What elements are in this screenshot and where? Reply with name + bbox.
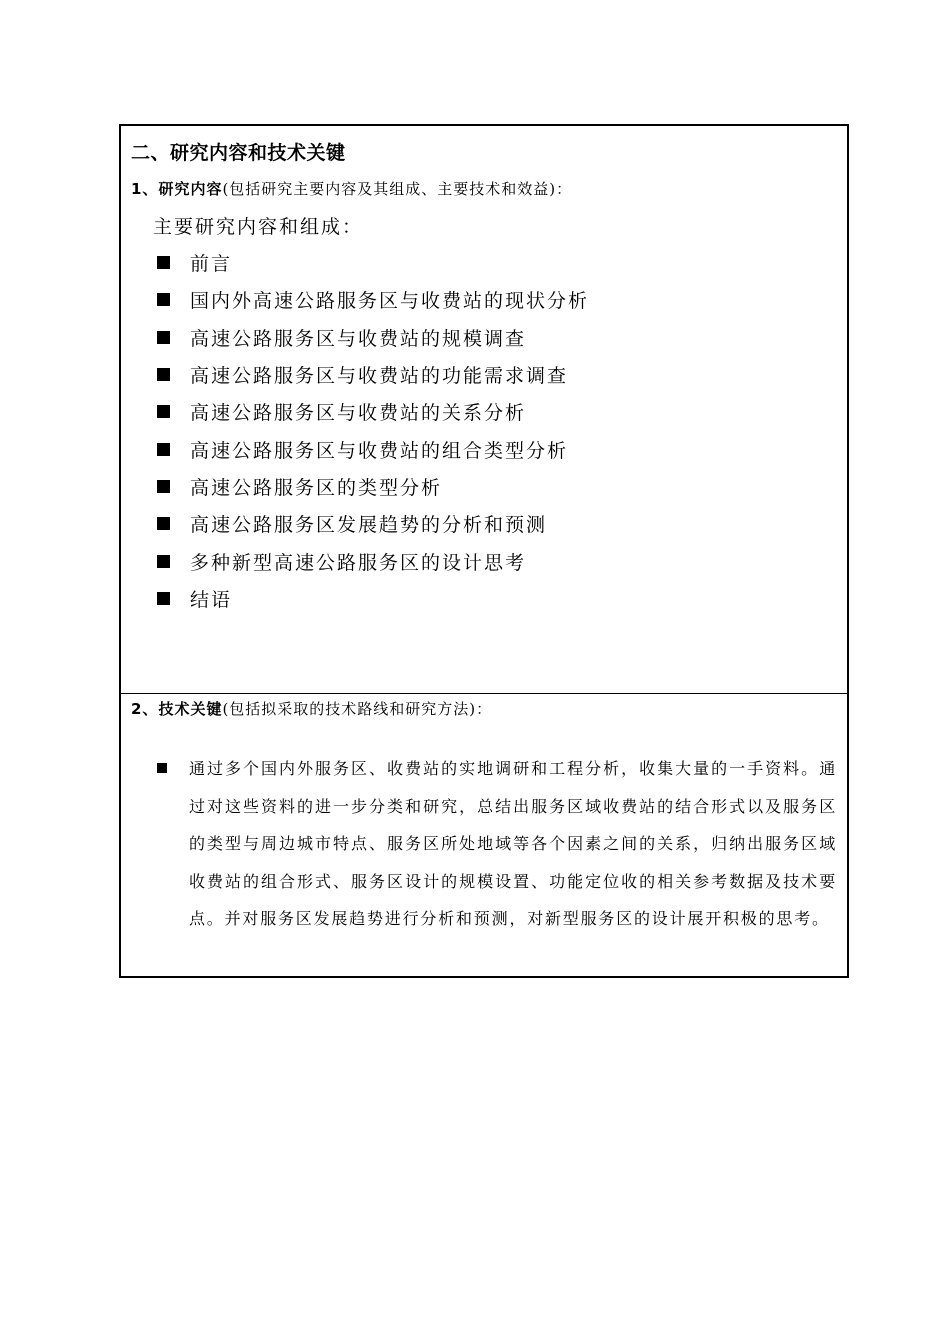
list-item: 前言	[157, 244, 589, 281]
heading-note: (包括拟采取的技术路线和研究方法)：	[222, 700, 493, 718]
list-item: 高速公路服务区与收费站的组合类型分析	[157, 430, 589, 467]
list-item: 结语	[157, 580, 589, 617]
technical-key-section	[121, 694, 847, 976]
method-paragraph: 通过多个国内外服务区、收费站的实地调研和工程分析，收集大量的一手资料。通过对这些资料的进一步分类和研究，总结出服务区域收费站的结合形式以及服务区的类型与周边城市特点、服务区所处地域等各个因素之间的关系，归纳出服务区域收费站的组合形式、服务区设计的规模设置、功能定位收的相关参考数据及技术要点。并对服务区发展趋势进行分析和预测，对新型服务区的设计展开积极的思考。	[189, 759, 837, 928]
research-content-heading	[131, 178, 572, 199]
square-bullet-icon	[157, 555, 170, 568]
square-bullet-icon	[157, 293, 170, 306]
square-bullet-icon	[157, 443, 170, 456]
list-item: 高速公路服务区与收费站的功能需求调查	[157, 356, 589, 393]
technical-key-heading	[131, 698, 492, 719]
square-bullet-icon	[157, 256, 170, 269]
heading-note: (包括研究主要内容及其组成、主要技术和效益)：	[222, 180, 573, 198]
list-item: 高速公路服务区与收费站的规模调查	[157, 319, 589, 356]
list-item: 高速公路服务区发展趋势的分析和预测	[157, 505, 589, 542]
list-item: 高速公路服务区的类型分析	[157, 468, 589, 505]
section-title: 二、研究内容和技术关键	[131, 142, 346, 164]
research-content-section	[121, 126, 847, 694]
square-bullet-icon	[157, 331, 170, 344]
list-item: 国内外高速公路服务区与收费站的现状分析	[157, 281, 589, 318]
square-bullet-icon	[157, 592, 170, 605]
heading-number: 1、	[131, 180, 159, 198]
heading-label: 研究内容	[158, 180, 223, 198]
list-item: 高速公路服务区与收费站的关系分析	[157, 393, 589, 430]
method-item	[157, 750, 839, 938]
heading-label: 技术关键	[158, 700, 223, 718]
list-item: 多种新型高速公路服务区的设计思考	[157, 542, 589, 579]
square-bullet-icon	[157, 763, 167, 773]
square-bullet-icon	[157, 480, 170, 493]
heading-number: 2、	[131, 700, 159, 718]
square-bullet-icon	[157, 405, 170, 418]
form-table	[119, 124, 849, 978]
square-bullet-icon	[157, 517, 170, 530]
content-intro: 主要研究内容和组成：	[153, 216, 364, 238]
content-list	[157, 244, 589, 617]
square-bullet-icon	[157, 368, 170, 381]
